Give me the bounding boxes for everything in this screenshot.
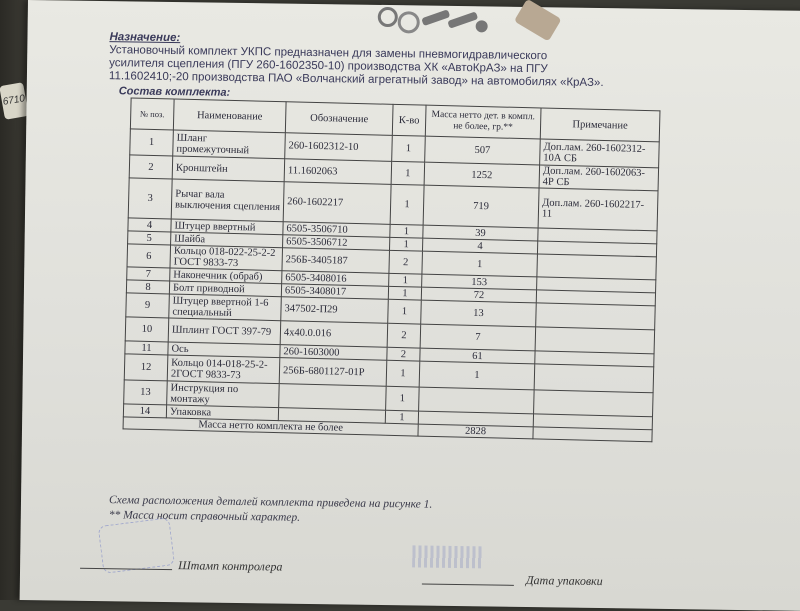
cell-note [537, 254, 657, 280]
purpose-heading: Назначение: [109, 31, 181, 45]
header-note: Примечание [540, 108, 660, 142]
total-label: Масса нетто комплекта не более [123, 417, 418, 436]
parts-table [123, 97, 661, 442]
cell-pos: 11 [125, 341, 168, 355]
purpose-line-2: усилителя сцепления (ПГУ 260-1602350-10) производства ХК «АвтоКрАЗ» на ПГУ [109, 57, 548, 76]
cell-code: 6505-3408016 [282, 271, 389, 287]
cell-qty: 2 [387, 323, 421, 348]
cell-pos: 7 [127, 267, 170, 281]
header-name: Наименование [173, 99, 286, 133]
pack-date-line [422, 584, 514, 586]
purpose-line-3: 11.1602410;-20 производства ПАО «Волчанский агрегатный завод» на автомобилях «КрАЗ». [108, 70, 604, 90]
cell-name: Штуцер ввертной 1-6 специальный [169, 294, 282, 321]
cell-pos: 5 [128, 231, 171, 245]
cell-name: Ось [168, 342, 280, 358]
cell-pos: 3 [128, 178, 172, 219]
cell-name: Шайба [171, 232, 283, 248]
header-pos: № поз. [130, 98, 174, 130]
cell-qty: 1 [390, 184, 424, 225]
cell-mass: 61 [420, 348, 535, 364]
cell-qty: 1 [390, 224, 423, 238]
cell-pos: 14 [123, 404, 166, 418]
cell-name: Рычаг вала выключения сцепления [171, 179, 284, 222]
pack-date-label: Дата упаковки [525, 573, 603, 589]
cell-pos: 8 [126, 280, 169, 294]
cell-code: 6505-3506710 [283, 222, 390, 238]
cell-code: 4х40.0.016 [280, 321, 388, 348]
cell-mass: 1 [419, 361, 535, 390]
cell-name: Инструкция по монтажу [167, 381, 280, 408]
cell-pos: 12 [124, 354, 168, 381]
header-code: Обозначение [285, 102, 393, 136]
cell-qty: 1 [388, 286, 421, 300]
cell-mass: 153 [422, 274, 537, 290]
cell-name: Наконечник (обраб) [170, 268, 282, 284]
cell-mass: 13 [421, 300, 537, 327]
cell-note: Доп.лам. 260-1602217-11 [538, 188, 658, 231]
footnote-1: Схема расположения деталей комплекта приведена на рисунке 1. [108, 494, 433, 511]
cell-name: Шланг промежуточный [173, 130, 286, 159]
cell-qty: 1 [386, 386, 420, 411]
cell-pos: 2 [129, 155, 173, 179]
cell-pos: 10 [125, 317, 169, 342]
cell-code: 260-1603000 [280, 345, 387, 361]
cell-qty: 1 [386, 360, 420, 387]
cell-qty: 1 [389, 237, 422, 251]
cell-name: Болт приводной [169, 281, 281, 297]
cell-note: Доп.лам. 260-1602063-4Р СБ [539, 165, 659, 191]
cell-name: Шплинт ГОСТ 397-79 [168, 318, 281, 345]
cell-qty: 2 [389, 250, 423, 274]
cell-pos: 9 [126, 293, 170, 318]
cell-note [534, 390, 654, 417]
header-mass: Масса нетто дет. в компл. не более, гр.** [425, 105, 541, 139]
controller-stamp-label: Штамп контролера [178, 558, 283, 574]
purpose-line-1: Установочный комплект УКПС предназначен для замены пневмогидравлического [109, 44, 548, 63]
cell-pos: 6 [127, 244, 171, 268]
cell-qty: 1 [388, 299, 422, 324]
header-qty: К-во [392, 104, 426, 136]
controller-stamp [98, 517, 175, 574]
document-sheet [20, 0, 800, 611]
cell-pos: 4 [128, 218, 171, 232]
cell-code: 11.1602063 [284, 159, 392, 185]
part-tag: 6710 [0, 82, 29, 120]
cell-code: 260-1602312-10 [285, 133, 393, 162]
cell-pos: 13 [124, 380, 168, 405]
cell-mass: 7 [420, 324, 536, 351]
cell-note [534, 364, 654, 393]
cell-mass: 39 [423, 225, 538, 241]
total-note [533, 427, 652, 442]
cell-code: 256Б-6801127-01Р [279, 358, 387, 387]
cell-mass: 72 [421, 287, 536, 303]
purpose-section [109, 31, 690, 91]
cell-mass: 1252 [424, 162, 540, 188]
cell-name: Кольцо 018-022-25-2-2 ГОСТ 9833-73 [170, 245, 283, 271]
cell-mass: 507 [425, 136, 541, 165]
cell-note [536, 303, 656, 330]
cell-qty: 2 [387, 347, 420, 361]
date-stamp [412, 545, 482, 568]
cell-qty: 1 [392, 135, 426, 162]
cell-note [535, 327, 655, 354]
composition-heading: Состав комплекта: [118, 85, 231, 99]
cell-pos: 1 [130, 129, 174, 156]
cell-mass: 4 [422, 238, 537, 254]
cell-name: Кронштейн [172, 156, 285, 182]
cell-mass [419, 387, 535, 414]
cell-code: 347502-П29 [281, 297, 389, 324]
cell-mass: 719 [423, 185, 539, 228]
total-value: 2828 [418, 424, 533, 439]
cell-name: Штуцер ввертный [171, 219, 283, 235]
cell-code: 6505-3408017 [281, 284, 388, 300]
cell-name: Упаковка [166, 405, 278, 421]
cell-qty: 1 [391, 161, 425, 185]
cell-code [279, 384, 387, 411]
cell-qty: 1 [385, 410, 418, 424]
footnote-2: ** Масса носит справочный характер. [108, 509, 301, 524]
cell-qty: 1 [389, 273, 422, 287]
cell-code: 260-1602217 [283, 182, 391, 225]
cell-mass: 1 [422, 251, 538, 277]
cell-note: Доп.лам. 260-1602312-10А СБ [540, 139, 660, 168]
cell-code: 6505-3506712 [283, 235, 390, 251]
cell-name: Кольцо 014-018-25-2-2ГОСТ 9833-73 [167, 355, 280, 384]
cell-code: 256Б-3405187 [282, 248, 390, 274]
